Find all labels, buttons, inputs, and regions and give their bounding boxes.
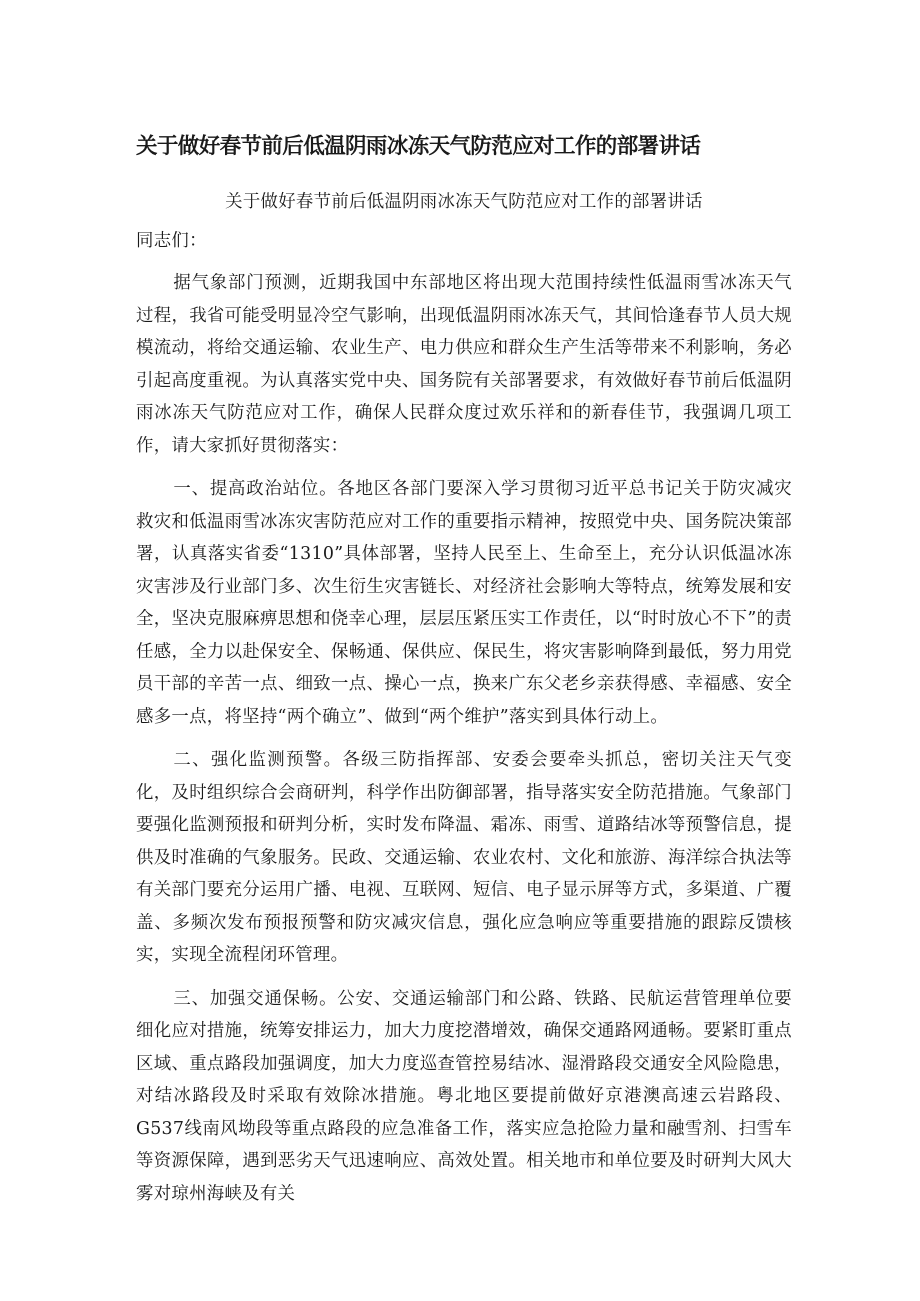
salutation: 同志们： [136,230,207,251]
paragraph-section-1: 一、提高政治站位。各地区各部门要深入学习贯彻习近平总书记关于防灾减灾救灾和低温雨雪冰冻灾害防范应对工作的重要指示精神，按照党中央、国务院决策部署，认真落实省委“1310”具体部署，坚持人民至上、生命至上，充分认识低温冰冻灾害涉及行业部门多、次生衍生灾害链长、对经济社会影响大等特点，统筹发展和安全，坚决克服麻痹思想和侥幸心理，层层压紧压实工作责任，以“时时放心不下”的责任感，全力以赴保安全、保畅通、保供应、保民生，将灾害影响降到最低，努力用党员干部的辛苦一点、细致一点、操心一点，换来广东父老乡亲获得感、幸福感、安全感多一点，将坚持“两个确立”、做到“两个维护”落实到具体行动上。 [136,479,792,727]
paragraph-section-3: 三、加强交通保畅。公安、交通运输部门和公路、铁路、民航运营管理单位要细化应对措施，统筹安排运力，加大力度挖潜增效，确保交通路网通畅。要紧盯重点区域、重点路段加强调度，加大力度巡查管控易结冰、湿滑路段交通安全风险隐患，对结冰路段及时采取有效除冰措施。粤北地区要提前做好京港澳高速云岩路段、G537线南风坳段等重点路段的应急准备工作，落实应急抢险力量和融雪剂、扫雪车等资源保障，遇到恶劣天气迅速响应、高效处置。相关地市和单位要及时研判大风大雾对琼州海峡及有关 [136,988,792,1204]
document-subtitle: 关于做好春节前后低温阴雨冰冻天气防范应对工作的部署讲话 [225,192,703,212]
document-title: 关于做好春节前后低温阴雨冰冻天气防范应对工作的部署讲话 [136,134,701,159]
document-body [136,186,792,1221]
paragraph-intro: 据气象部门预测，近期我国中东部地区将出现大范围持续性低温雨雪冰冻天气过程，我省可能受明显冷空气影响，出现低温阴雨冰冻天气，其间恰逢春节人员大规模流动，将给交通运输、农业生产、电力供应和群众生产生活等带来不利影响，务必引起高度重视。为认真落实党中央、国务院有关部署要求，有效做好春节前后低温阴雨冰冻天气防范应对工作，确保人民群众度过欢乐祥和的新春佳节，我强调几项工作，请大家抓好贯彻落实： [136,273,792,456]
paragraph-section-2: 二、强化监测预警。各级三防指挥部、安委会要牵头抓总，密切关注天气变化，及时组织综合会商研判，科学作出防御部署，指导落实安全防范措施。气象部门要强化监测预报和研判分析，实时发布降温、霜冻、雨雪、道路结冰等预警信息，提供及时准确的气象服务。民政、交通运输、农业农村、文化和旅游、海洋综合执法等有关部门要充分运用广播、电视、互联网、短信、电子显示屏等方式，多渠道、广覆盖、多频次发布预报预警和防灾减灾信息，强化应急响应等重要措施的跟踪反馈核实，实现全流程闭环管理。 [136,750,792,965]
